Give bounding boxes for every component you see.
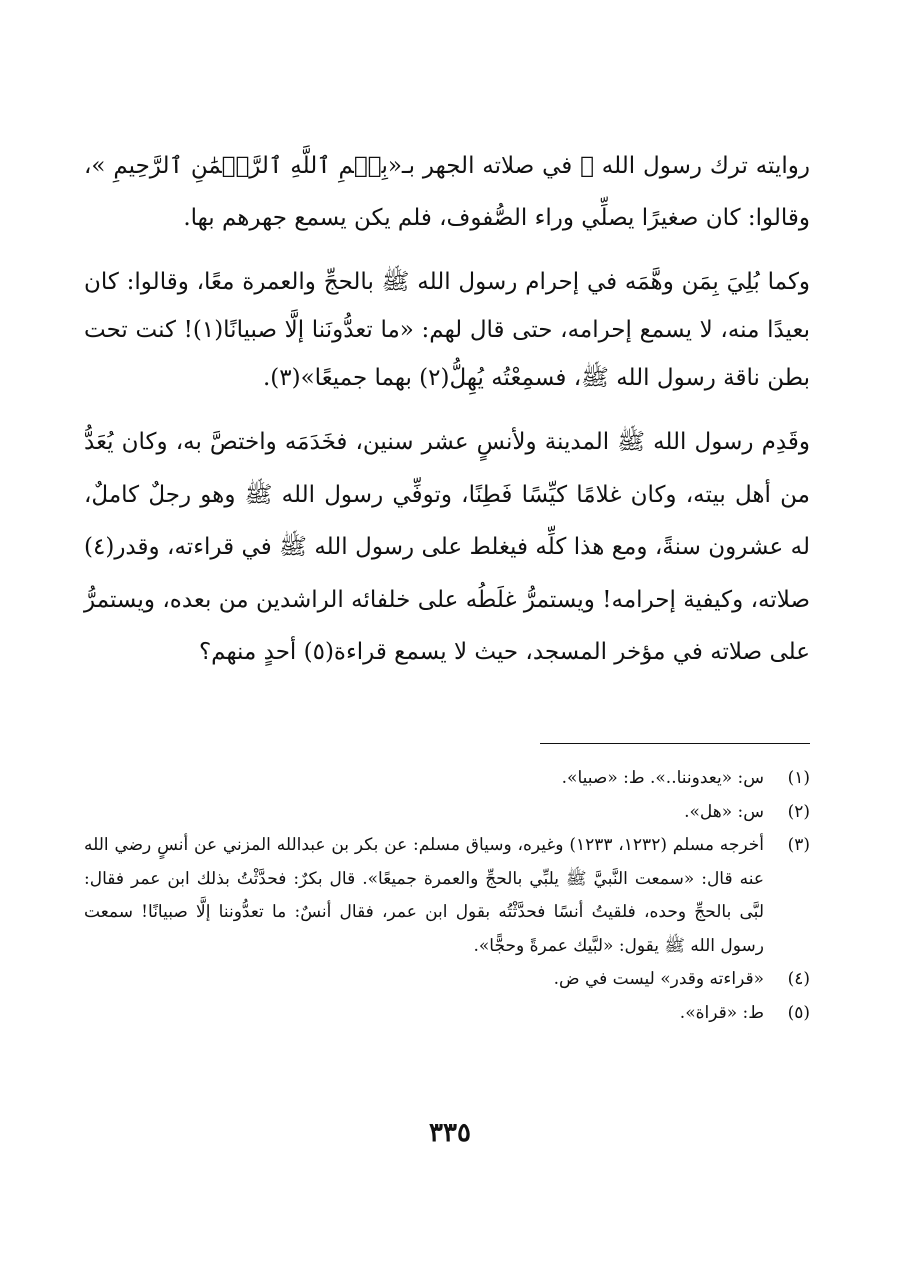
footnote-number: (٢)	[787, 801, 810, 822]
footnote-item	[84, 997, 810, 1031]
footnote-number: (٣)	[787, 835, 810, 855]
paragraph: وقَدِم رسول الله ﷺ المدينة ولأنسٍ عشر سنين، فخَدَمَه واختصَّ به، وكان يُعَدُّ من أهل بيته، وكان غلامًا كيِّسًا فَطِنًا، وتوفِّي رسول الله ﷺ وهو رجلٌ كاملٌ، له عشرون سنةً، ومع هذا كلِّه فيغلط على رسول الله ﷺ في قراءته، وقدر(٤) صلاته، وكيفية إحرامه! ويستمرُّ غلَطُه على خلفائه الراشدين من بعده، ويستمرُّ على صلاته في مؤخر المسجد، حيث لا يسمع قراءة(٥) أحدٍ منهم؟	[84, 429, 810, 665]
page-number: ٣٣٥	[429, 1118, 471, 1148]
footnotes	[84, 762, 810, 1030]
main-text	[84, 140, 810, 693]
footnote-text: «قراءته وقدر» ليست في ض.	[553, 969, 764, 989]
footnote-item	[84, 963, 810, 997]
footnote-text: س: «يعدوننا..». ط: «صبيا».	[561, 768, 764, 788]
paragraph: روايته ترك رسول الله ﷺ في صلاته الجهر بـ«بِسۡمِ ٱللَّهِ ٱلرَّحۡمَٰنِ ٱلرَّحِيمِ »، وقالوا: كان صغيرًا يصلِّي وراء الصُّفوف، فلم يكن يسمع جهرهم بها.	[84, 153, 810, 231]
footnote-number: (٥)	[787, 1002, 810, 1023]
footnote-text: س: «هل».	[684, 801, 764, 822]
footnote-item	[84, 796, 810, 830]
footnote-number: (٤)	[787, 969, 810, 989]
footnote-number: (١)	[787, 768, 810, 788]
footnote-item	[84, 829, 810, 963]
footnote-item	[84, 762, 810, 796]
footnote-text: ط: «قراة».	[679, 1002, 764, 1023]
footnote-text: أخرجه مسلم (١٢٣٢، ١٢٣٣) وغيره، وسياق مسلم: عن بكر بن عبدالله المزني عن أنسٍ رضي الله عنه قال: «سمعت النَّبيَّ ﷺ يلبِّي بالحجِّ والعمرة جميعًا». قال بكرٌ: فحدَّثْتُ بذلك ابن عمر فقال: لبَّى بالحجِّ وحده، فلقيتُ أنسًا فحدَّثْتُه بقول ابن عمر، فقال أنسٌ: ما تعدُّوننا إلَّا صبيانًا! سمعت رسول الله ﷺ يقول: «لبَّيك عمرةً وحجًّا».	[84, 835, 765, 956]
paragraph: وكما بُلِيَ بِمَن وهَّمَه في إحرام رسول الله ﷺ بالحجِّ والعمرة معًا، وقالوا: كان بعيدًا منه، لا يسمع إحرامه، حتى قال لهم: «ما تعدُّونَنا إلَّا صبيانًا(١)! كنت تحت بطن ناقة رسول الله ﷺ، فسمِعْتُه يُهِلُّ(٢) بهما جميعًا»(٣).	[84, 269, 810, 391]
footnote-divider	[540, 743, 810, 744]
